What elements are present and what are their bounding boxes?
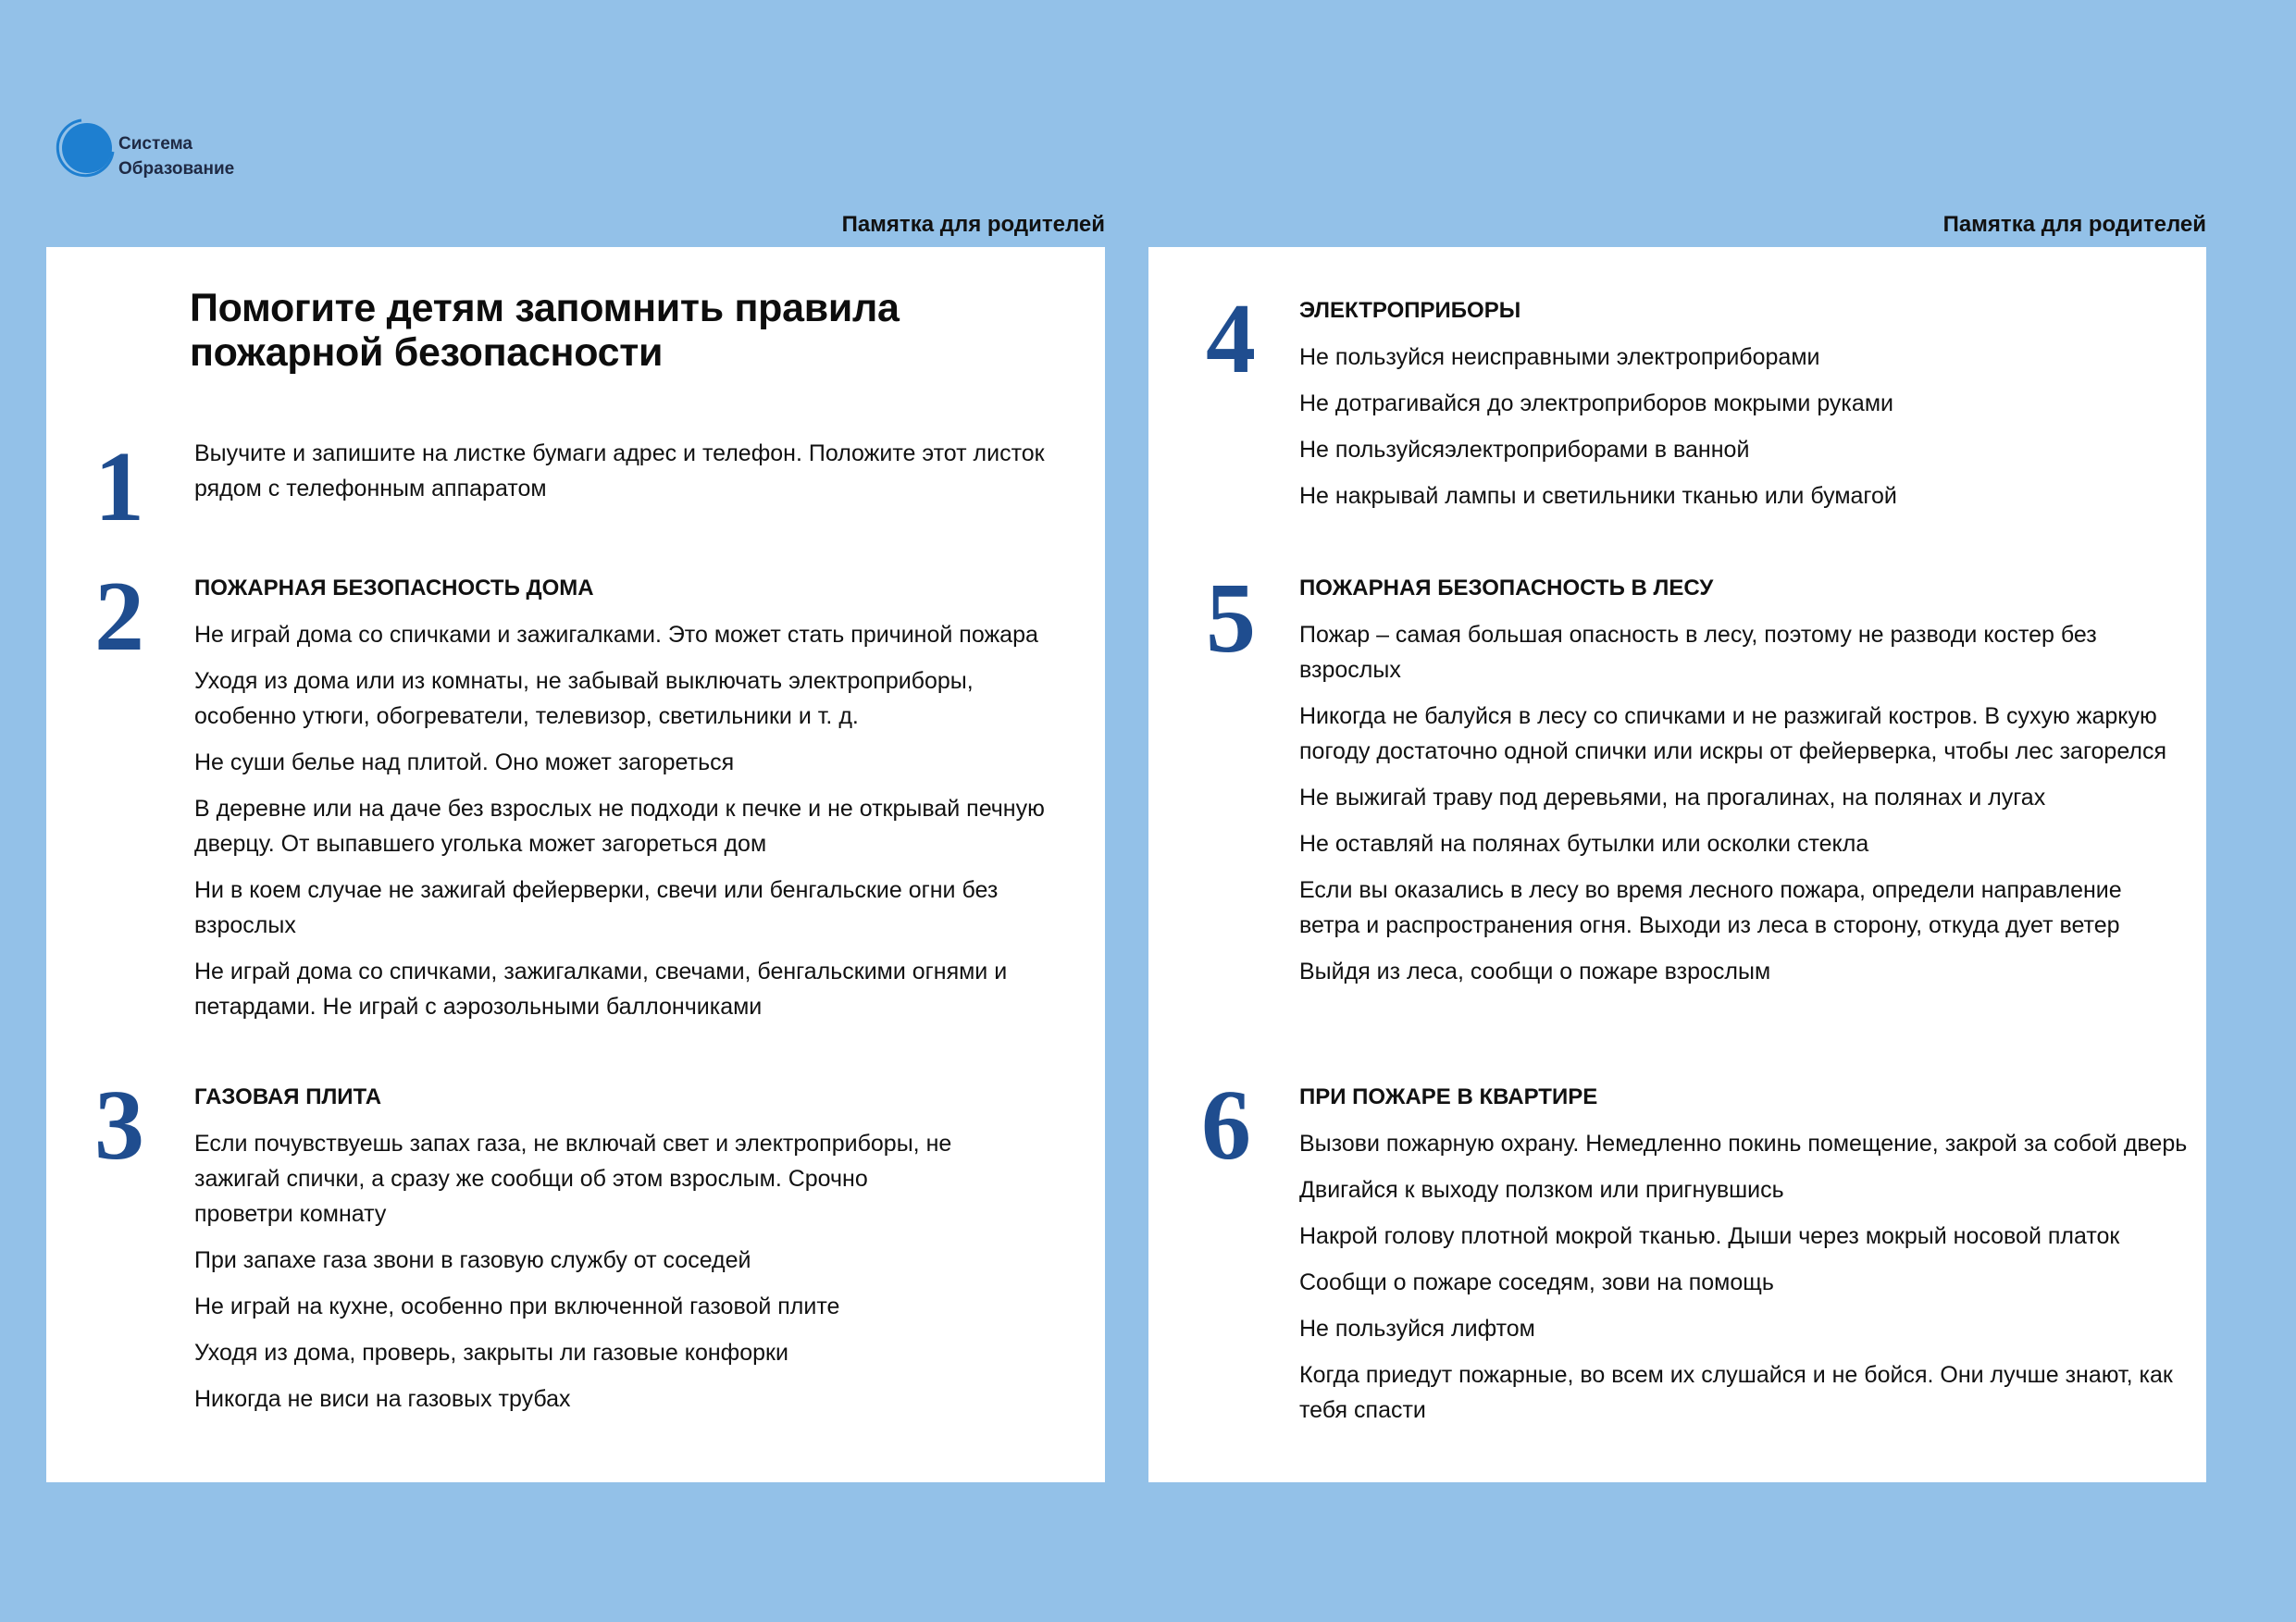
section-heading: ПОЖАРНАЯ БЕЗОПАСНОСТЬ В ЛЕСУ: [1299, 576, 1714, 601]
section-heading: ГАЗОВАЯ ПЛИТА: [194, 1084, 382, 1109]
left-page: [46, 247, 1105, 1482]
section-body: [194, 571, 1086, 1024]
list-item: Не играй на кухне, особенно при включенной газовой плите: [194, 1294, 840, 1319]
section-number: 2: [94, 562, 144, 672]
list-item: Не пользуйся неисправными электроприборами: [1299, 344, 1820, 370]
list-item: Двигайся к выходу ползком или пригнувшись: [1299, 1177, 1784, 1203]
logo-text: [118, 131, 234, 181]
section-heading: ЭЛЕКТРОПРИБОРЫ: [1299, 298, 1521, 323]
section-heading: ПРИ ПОЖАРЕ В КВАРТИРЕ: [1299, 1084, 1598, 1109]
page-title: Помогите детям запомнить правила пожарной безопасности: [190, 286, 900, 375]
section-number: 1: [94, 432, 144, 542]
list-item: Не оставляй на полянах бутылки или осколки стекла: [1299, 831, 1869, 857]
list-item: Не накрывай лампы и светильники тканью или бумагой: [1299, 483, 1897, 509]
list-item: Не выжигай траву под деревьями, на прогалинах, на полянах и лугах: [1299, 785, 2046, 811]
logo-line-1: Система: [118, 134, 192, 154]
section-body: [194, 1080, 1086, 1417]
list-item: Не играй дома со спичками, зажигалками, свечами, бенгальскими огнями и петардами. Не играй с аэрозольными баллончиками: [194, 959, 1008, 1020]
list-item: Если вы оказались в лесу во время лесного пожара, определи направление ветра и распространения огня. Выходи из леса в сторону, откуда дует ветер: [1299, 877, 2122, 938]
section-body: [1299, 293, 2188, 514]
left-page-caption: Памятка для родителей: [841, 212, 1105, 237]
section-body: [194, 436, 1049, 506]
section-text: Выучите и запишите на листке бумаги адрес и телефон. Положите этот листок рядом с телефонным аппаратом: [194, 440, 1045, 501]
list-item: Если почувствуешь запах газа, не включай свет и электроприборы, не зажигай спички, а сразу же сообщи об этом взрослым. Срочно проветри комнату: [194, 1131, 952, 1227]
section-heading: ПОЖАРНАЯ БЕЗОПАСНОСТЬ ДОМА: [194, 576, 594, 601]
list-item: Уходя из дома, проверь, закрыты ли газовые конфорки: [194, 1340, 788, 1366]
list-item: Не пользуйсяэлектроприборами в ванной: [1299, 437, 1750, 463]
list-item: Когда приедут пожарные, во всем их слушайся и не бойся. Они лучше знают, как тебя спасти: [1299, 1362, 2173, 1423]
list-item: Не дотрагивайся до электроприборов мокрыми руками: [1299, 390, 1893, 416]
right-page-caption: Памятка для родителей: [1942, 212, 2206, 237]
list-item: Никогда не балуйся в лесу со спичками и не разжигай костров. В сухую жаркую погоду достаточно одной спички или искры от фейерверка, чтобы лес загорелся: [1299, 703, 2167, 764]
list-item: Накрой голову плотной мокрой тканью. Дыши через мокрый носовой платок: [1299, 1223, 2120, 1249]
list-item: Не пользуйся лифтом: [1299, 1316, 1535, 1342]
list-item: В деревне или на даче без взрослых не подходи к печке и не открывай печную дверцу. От выпавшего уголька может загореться дом: [194, 796, 1045, 857]
section-number: 5: [1206, 563, 1256, 674]
list-item: Никогда не виси на газовых трубах: [194, 1386, 571, 1412]
list-item: Ни в коем случае не зажигай фейерверки, свечи или бенгальские огни без взрослых: [194, 877, 999, 938]
section-number: 4: [1206, 284, 1256, 394]
list-item: Пожар – самая большая опасность в лесу, поэтому не разводи костер без взрослых: [1299, 622, 2097, 683]
list-item: Уходя из дома или из комнаты, не забывай выключать электроприборы, особенно утюги, обогреватели, телевизор, светильники и т. д.: [194, 668, 974, 729]
list-item: Не играй дома со спичками и зажигалками. Это может стать причиной пожара: [194, 622, 1038, 648]
logo-line-2: Образование: [118, 159, 235, 179]
section-body: [1299, 1080, 2197, 1428]
globe-logo-icon: [54, 115, 118, 180]
right-page: [1148, 247, 2206, 1482]
list-item: Вызови пожарную охрану. Немедленно покинь помещение, закрой за собой дверь: [1299, 1131, 2188, 1157]
section-number: 3: [94, 1071, 144, 1181]
list-item: Сообщи о пожаре соседям, зови на помощь: [1299, 1269, 1774, 1295]
section-number: 6: [1201, 1071, 1251, 1181]
section-body: [1299, 571, 2188, 989]
logo: [54, 109, 285, 192]
list-item: Не суши белье над плитой. Оно может загореться: [194, 749, 735, 775]
list-item: Выйдя из леса, сообщи о пожаре взрослым: [1299, 959, 1771, 984]
list-item: При запахе газа звони в газовую службу от соседей: [194, 1247, 751, 1273]
